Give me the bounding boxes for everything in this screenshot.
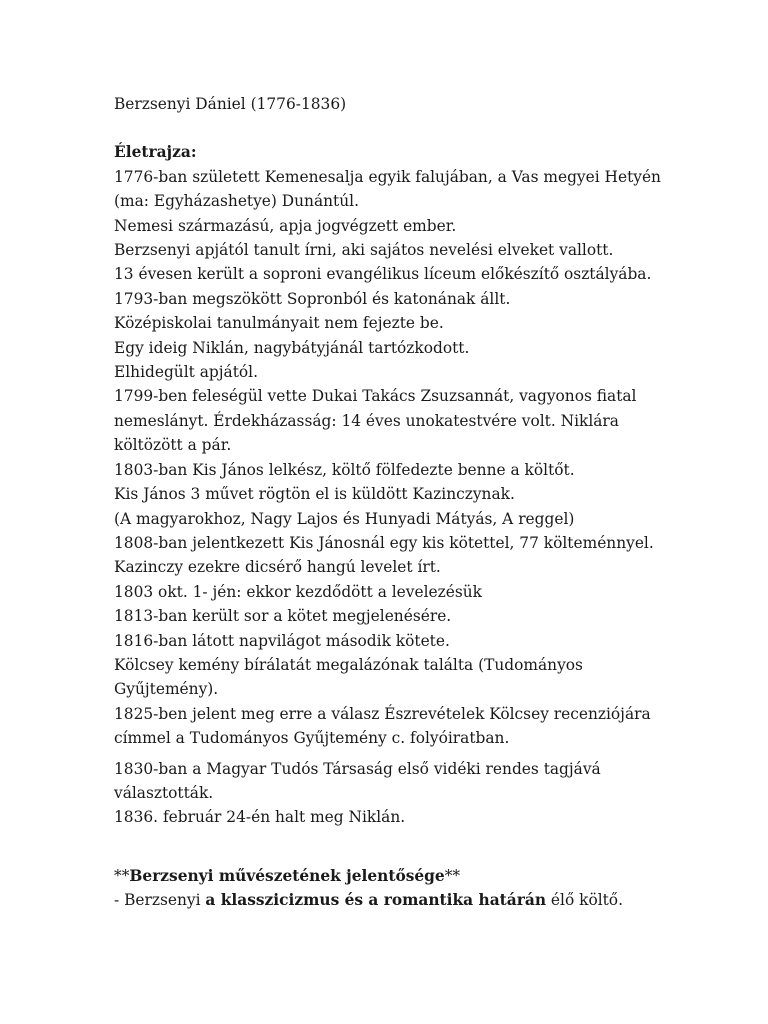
bio-line: választották. (114, 783, 214, 802)
section-heading-art (114, 864, 754, 888)
bio-line: 1803 okt. 1- jén: ekkor kezdődött a levelezésük (114, 582, 482, 601)
biography-block-2 (114, 757, 754, 830)
bio-line: 1776-ban született Kemenesalja egyik falujában, a Vas megyei Hetyén (114, 167, 661, 186)
bio-line: Nemesi származású, apja jogvégzett ember. (114, 216, 457, 235)
art-line (114, 888, 754, 912)
art-heading-text: Berzsenyi művészetének jelentősége (129, 866, 445, 885)
bio-line: Egy ideig Niklán, nagybátyjánál tartózkodott. (114, 338, 470, 357)
art-line-after: élő költő. (546, 891, 623, 910)
bio-line: 1813-ban került sor a kötet megjelenésére. (114, 607, 452, 626)
art-line-before: - Berzsenyi (114, 891, 206, 910)
markdown-asterisks: ** (114, 866, 130, 885)
bio-line: 1803-ban Kis János lelkész, költő fölfedezte benne a költőt. (114, 460, 575, 479)
document-title: Berzsenyi Dániel (1776-1836) (114, 95, 347, 113)
art-line-bold: a klasszicizmus és a romantika határán (205, 891, 547, 910)
document-page (114, 92, 754, 913)
bio-line: 1793-ban megszökött Sopronból és katonának állt. (114, 289, 511, 308)
bio-line: Elhidegült apjától. (114, 363, 258, 382)
bio-line: 1799-ben feleségül vette Dukai Takács Zsuzsannát, vagyonos fiatal (114, 387, 637, 406)
biography-block (114, 165, 754, 751)
bio-line: nemeslányt. Érdekházasság: 14 éves unokatestvére volt. Niklára (114, 411, 619, 430)
bio-line: 1808-ban jelentkezett Kis Jánosnál egy kis kötettel, 77 költeménnyel. (114, 533, 654, 552)
bio-line: címmel a Tudományos Gyűjtemény c. folyóiratban. (114, 729, 510, 748)
markdown-asterisks: ** (444, 866, 461, 885)
bio-line: (A magyarokhoz, Nagy Lajos és Hunyadi Mátyás, A reggel) (114, 509, 575, 528)
bio-line: Berzsenyi apjától tanult írni, aki sajátos nevelési elveket vallott. (114, 241, 614, 260)
bio-line: Gyűjtemény). (114, 680, 219, 699)
bio-line: 1836. február 24-én halt meg Niklán. (114, 808, 406, 827)
section-heading-biography: Életrajza: (114, 143, 197, 162)
bio-line: (ma: Egyházashetye) Dunántúl. (114, 192, 359, 211)
bio-line: Kis János 3 művet rögtön el is küldött Kazinczynak. (114, 485, 515, 504)
bio-line: 1816-ban látott napvilágot második kötete. (114, 631, 450, 650)
bio-line: Kazinczy ezekre dicsérő hangú levelet írt. (114, 558, 441, 577)
bio-line: 13 évesen került a soproni evangélikus líceum előkészítő osztályába. (114, 265, 652, 284)
bio-line: Középiskolai tanulmányait nem fejezte be. (114, 314, 444, 333)
bio-line: 1825-ben jelent meg erre a válasz Észrevételek Kölcsey recenziójára (114, 704, 651, 723)
bio-line: 1830-ban a Magyar Tudós Társaság első vidéki rendes tagjává (114, 759, 601, 778)
bio-line: Kölcsey kemény bírálatát megalázónak találta (Tudományos (114, 655, 583, 674)
bio-line: költözött a pár. (114, 436, 232, 455)
